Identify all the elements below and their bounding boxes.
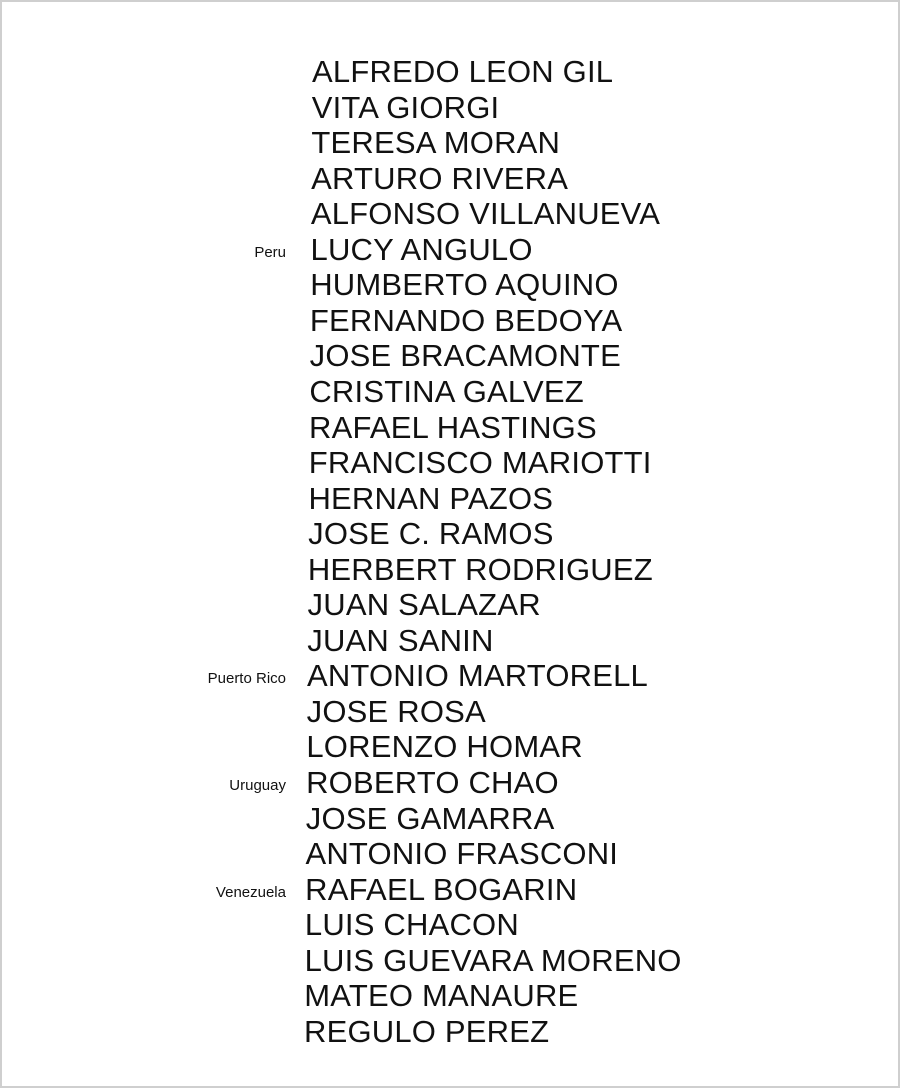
- list-item: [2, 943, 898, 979]
- list-item: [2, 410, 898, 446]
- artist-name: FERNANDO BEDOYA: [309, 302, 623, 338]
- list-item: [2, 374, 898, 410]
- artist-name: HERBERT RODRIGUEZ: [307, 551, 653, 587]
- list-item: [2, 303, 898, 339]
- list-item: [2, 658, 898, 694]
- artist-name: JUAN SALAZAR: [307, 587, 541, 623]
- artist-name: FRANCISCO MARIOTTI: [308, 445, 652, 481]
- list-item: [2, 587, 898, 623]
- artist-name: CRISTINA GALVEZ: [309, 373, 584, 409]
- country-label: Uruguay: [229, 777, 286, 794]
- list-item: [2, 872, 898, 908]
- artist-name: RAFAEL BOGARIN: [305, 871, 578, 907]
- artist-name: REGULO PEREZ: [304, 1013, 550, 1049]
- list-item: [2, 552, 898, 588]
- list-item: [2, 978, 898, 1014]
- list-item: [2, 765, 898, 801]
- artist-name: LUIS CHACON: [304, 907, 519, 943]
- list-item: [2, 1014, 898, 1050]
- list-item: [2, 196, 898, 232]
- list-item: [2, 481, 898, 517]
- artist-name: JOSE C. RAMOS: [308, 516, 554, 552]
- artist-name: HERNAN PAZOS: [308, 480, 554, 516]
- artist-name: VITA GIORGI: [311, 89, 500, 125]
- list-item: [2, 445, 898, 481]
- list-item: [2, 161, 898, 197]
- list-item: [2, 267, 898, 303]
- artist-name: JOSE BRACAMONTE: [309, 338, 621, 374]
- artist-name: MATEO MANAURE: [304, 978, 579, 1014]
- artist-name: ANTONIO FRASCONI: [305, 836, 619, 872]
- artist-name: HUMBERTO AQUINO: [310, 267, 619, 303]
- artist-name: JOSE ROSA: [306, 693, 486, 729]
- artist-name: ALFREDO LEON GIL: [312, 54, 614, 89]
- list-item: [2, 801, 898, 837]
- artist-name: TERESA MORAN: [311, 125, 561, 161]
- list-item: [2, 125, 898, 161]
- artist-name: JOSE GAMARRA: [305, 800, 555, 836]
- country-label: Peru: [254, 243, 286, 261]
- artist-name: JUAN SANIN: [307, 622, 494, 658]
- artist-name: ALFONSO VILLANUEVA: [310, 196, 661, 232]
- artist-name: LUCY ANGULO: [310, 231, 533, 267]
- country-label: Venezuela: [215, 883, 286, 901]
- list-item: [2, 516, 898, 552]
- artist-name: LORENZO HOMAR: [306, 729, 583, 765]
- list-item: [2, 729, 898, 765]
- artist-name: RAFAEL HASTINGS: [309, 409, 597, 445]
- country-label: Puerto Rico: [207, 670, 286, 688]
- artist-name: ROBERTO CHAO: [306, 765, 559, 800]
- artist-name: ARTURO RIVERA: [311, 160, 569, 196]
- list-item: [2, 907, 898, 943]
- artist-name: ANTONIO MARTORELL: [306, 658, 648, 694]
- artist-name: LUIS GUEVARA MORENO: [304, 942, 682, 978]
- list-item: [2, 836, 898, 872]
- list-item: [2, 338, 898, 374]
- list-item: [2, 623, 898, 659]
- list-item: [2, 694, 898, 730]
- list-item: [2, 232, 898, 268]
- list-item: [2, 54, 898, 90]
- list-item: [2, 90, 898, 126]
